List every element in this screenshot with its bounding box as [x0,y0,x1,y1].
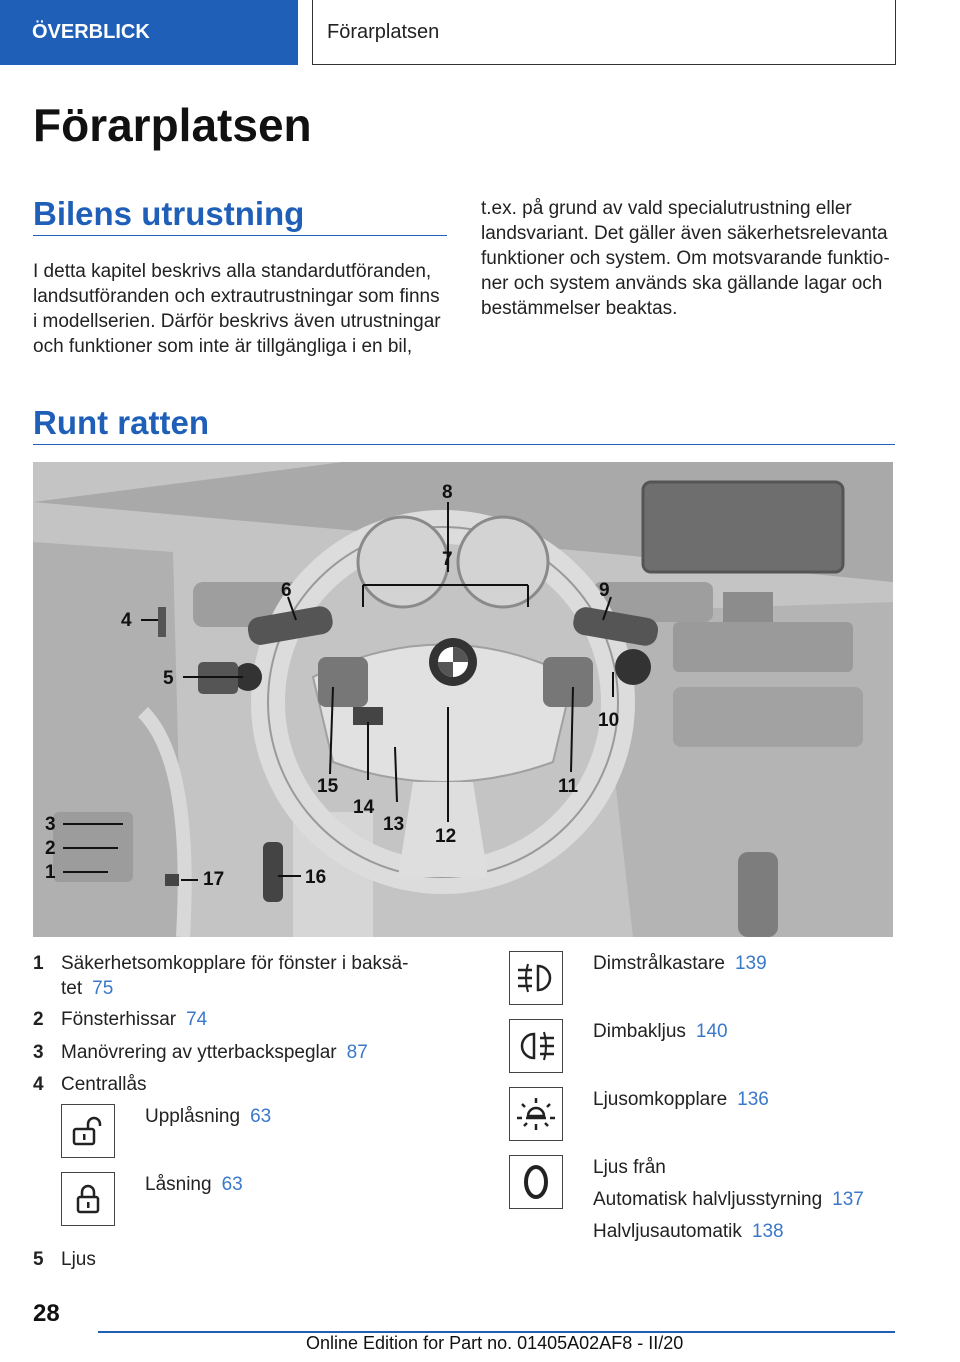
page-link[interactable]: 75 [92,978,114,999]
legend-auto-low [593,1219,784,1244]
section-tab[interactable] [0,0,298,65]
item-label: Upplåsning [145,1106,241,1127]
intro-column-1 [33,259,441,359]
callout-16: 16 [305,867,327,888]
rear-fog-light-icon [509,1019,563,1073]
callout-10: 10 [598,710,620,731]
item-label: Säkerhetsomkopplare för fönster i baksä- [61,953,409,974]
callout-11: 11 [558,776,579,797]
page-link[interactable]: 140 [695,1021,728,1042]
item-label: Automatisk halvljusstyrning [593,1189,823,1210]
page-link[interactable]: 63 [250,1106,272,1127]
item-label: Ljus [61,1249,96,1270]
item-label: Centrallås [61,1074,147,1095]
page-link[interactable]: 74 [186,1009,208,1030]
legend-item-4 [33,1072,453,1097]
legend-item-5 [33,1247,453,1272]
lock-icon [61,1172,115,1226]
text-line: och funktioner som inte är tillgängliga i en bil, [33,336,413,357]
callout-17: 17 [203,869,225,890]
page-link[interactable]: 138 [751,1221,784,1242]
page-link[interactable]: 63 [221,1174,243,1195]
page-link[interactable]: 87 [346,1042,368,1063]
lights-off-icon [509,1155,563,1209]
legend-light-switch [593,1087,769,1112]
item-label: Ljus från [593,1157,666,1178]
cockpit-illustration [33,462,893,937]
callout-14: 14 [353,797,375,818]
item-text [61,951,408,1001]
legend-item-3 [33,1040,453,1065]
item-label: tet [61,978,83,999]
item-label: Dimstrålkastare [593,953,725,974]
text-line: I detta kapitel beskrivs alla standardutföranden, [33,261,432,282]
legend-fog-front [593,951,767,976]
cockpit-drawing [33,462,893,937]
intro-column-2 [481,196,890,321]
callout-6: 6 [281,580,292,601]
callout-7: 7 [442,549,453,570]
callout-4: 4 [121,610,132,631]
page-link[interactable]: 137 [832,1189,864,1210]
item-label: Manövrering av ytterbackspeglar [61,1042,337,1063]
front-fog-light-icon [509,951,563,1005]
chapter-tab[interactable] [312,0,896,65]
callout-12: 12 [435,826,457,847]
edition-note: Online Edition for Part no. 01405A02AF8 - II/20 [306,1333,684,1353]
unlock-icon [61,1104,115,1158]
text-line: ner och system används ska gällande lagar och [481,273,883,294]
item-number: 2 [33,1009,44,1030]
page-title: Förarplatsen [33,99,312,151]
callout-2: 2 [45,838,56,859]
chapter-tab-label: Förarplatsen [327,20,440,43]
item-number: 4 [33,1074,44,1095]
page-link[interactable]: 139 [734,953,767,974]
page-link[interactable]: 136 [737,1089,769,1110]
section-rule [33,235,447,236]
callout-8: 8 [442,482,453,503]
sub-item-lock [145,1172,243,1197]
legend-item-1 [33,951,453,1001]
item-label: Fönsterhissar [61,1009,177,1030]
item-label: Halvljusautomatik [593,1221,742,1242]
callout-1: 1 [45,862,56,883]
text-line: t.ex. på grund av vald specialutrustning eller [481,198,852,219]
callout-15: 15 [317,776,339,797]
item-number: 1 [33,953,44,974]
text-line: bestämmelser beaktas. [481,298,678,319]
text-line: landsvariant. Det gäller även säkerhetsrelevanta [481,223,888,244]
legend-auto-beam [593,1187,864,1212]
section-rule [33,444,895,445]
item-label: Dimbakljus [593,1021,686,1042]
section-heading-equipment: Bilens utrustning [33,195,305,232]
item-number: 3 [33,1042,44,1063]
legend-item-2 [33,1007,453,1032]
callout-13: 13 [383,814,405,835]
light-switch-icon [509,1087,563,1141]
item-label: Låsning [145,1174,212,1195]
legend-fog-rear [593,1019,728,1044]
section-tab-label: ÖVERBLICK [32,21,150,43]
sub-item-unlock [145,1104,271,1129]
section-heading-steering: Runt ratten [33,404,209,441]
callout-5: 5 [163,668,174,689]
callout-9: 9 [599,580,610,601]
legend-lights-off [593,1155,666,1180]
item-number: 5 [33,1249,44,1270]
text-line: landsutföranden och extrautrustningar som finns [33,286,440,307]
callout-3: 3 [45,814,56,835]
page-number: 28 [33,1300,60,1327]
item-label: Ljusomkopplare [593,1089,728,1110]
text-line: i modellserien. Därför beskrivs även utrustningar [33,311,441,332]
text-line: funktioner och system. Om motsvarande funktio- [481,248,890,269]
